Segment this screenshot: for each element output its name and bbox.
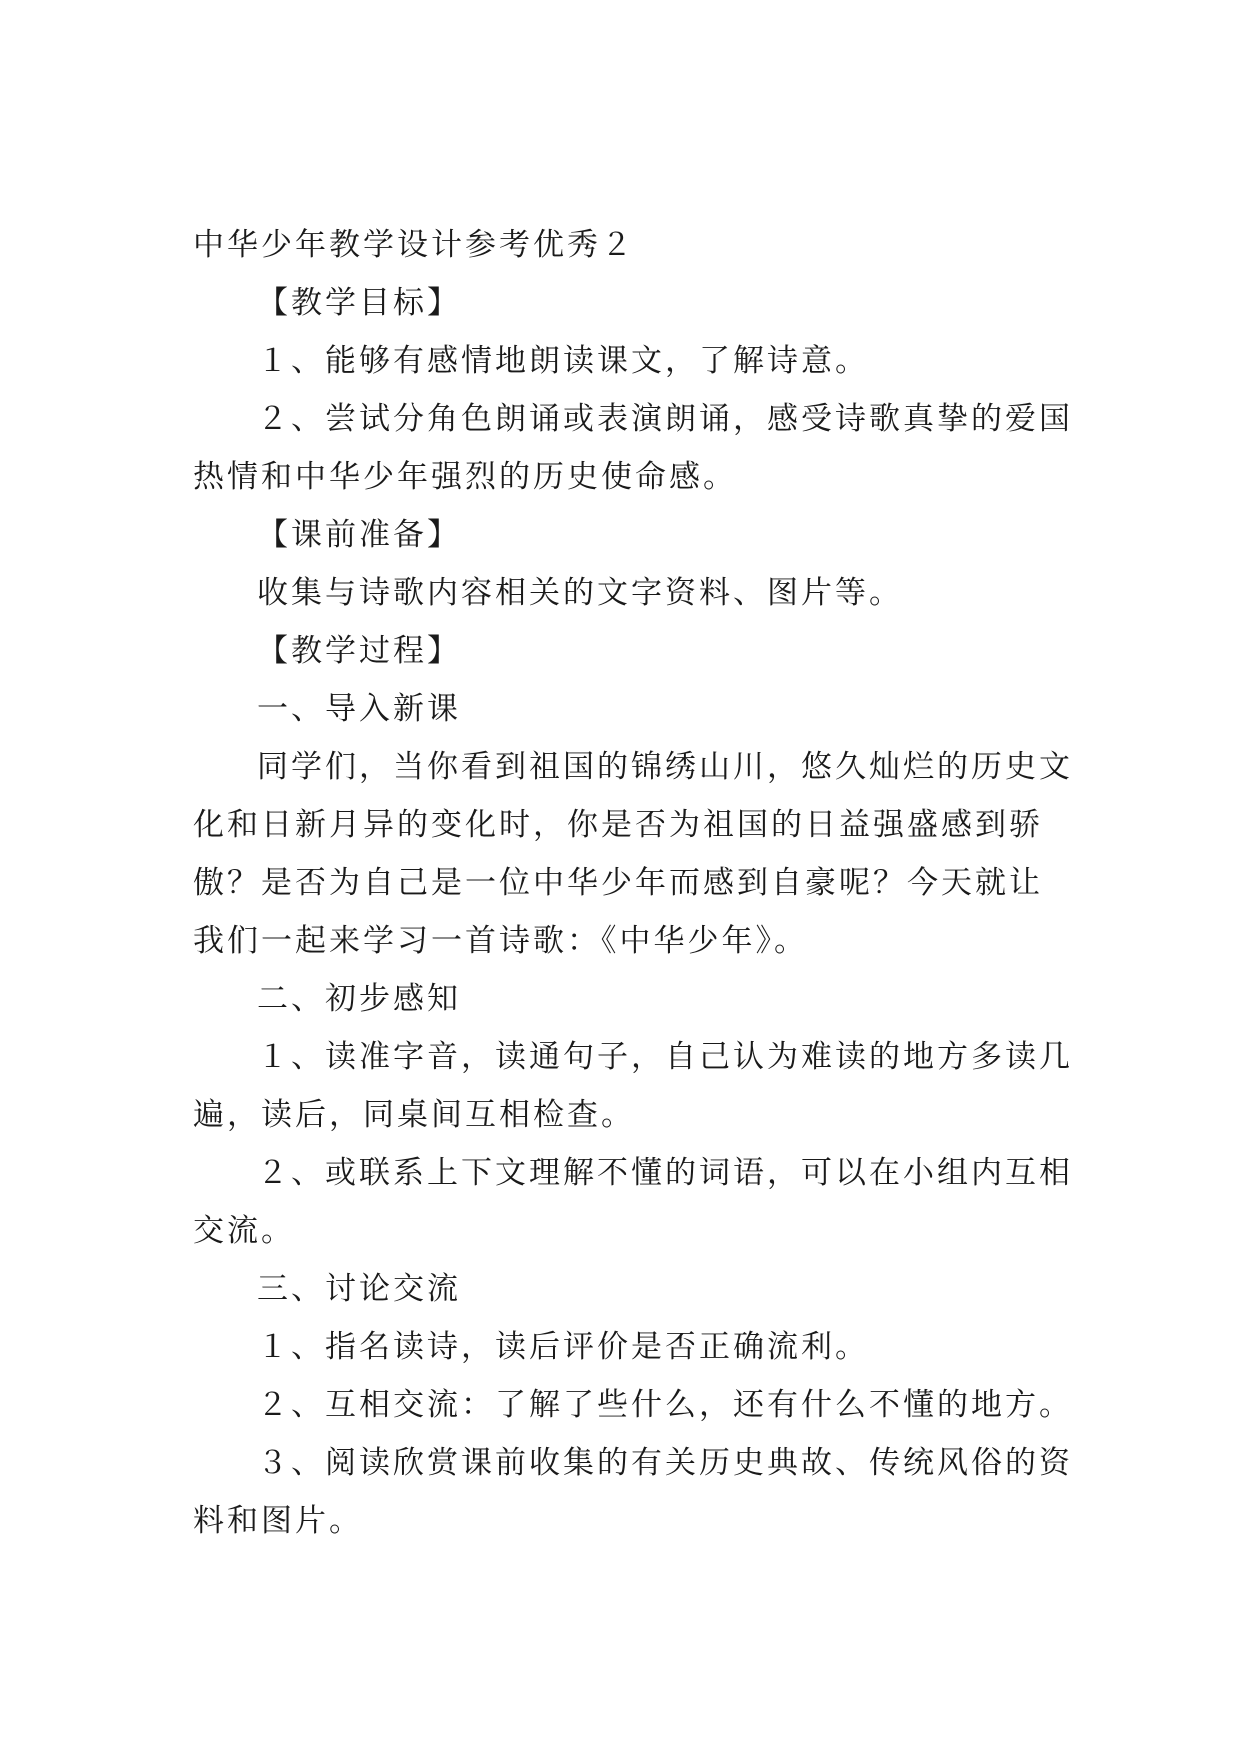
paragraph-line: 收集与诗歌内容相关的文字资料、图片等。 bbox=[257, 575, 903, 611]
subsection-heading: 三、讨论交流 bbox=[257, 1271, 461, 1307]
paragraph-line: １、指名读诗，读后评价是否正确流利。 bbox=[257, 1329, 869, 1365]
document-title: 中华少年教学设计参考优秀２ bbox=[193, 227, 635, 263]
paragraph-line: １、读准字音，读通句子，自己认为难读的地方多读几 bbox=[257, 1039, 1073, 1075]
section-heading-teaching-goals: 【教学目标】 bbox=[257, 285, 461, 321]
paragraph-line: 料和图片。 bbox=[193, 1503, 363, 1539]
paragraph-line: ２、尝试分角色朗诵或表演朗诵，感受诗歌真挚的爱国 bbox=[257, 401, 1073, 437]
subsection-heading: 一、导入新课 bbox=[257, 691, 461, 727]
document-body bbox=[193, 216, 1073, 1550]
paragraph-line: ３、阅读欣赏课前收集的有关历史典故、传统风俗的资 bbox=[257, 1445, 1073, 1481]
paragraph-line: 交流。 bbox=[193, 1213, 295, 1249]
paragraph-line: 同学们，当你看到祖国的锦绣山川，悠久灿烂的历史文 bbox=[257, 749, 1073, 785]
paragraph-line: 遍，读后，同桌间互相检查。 bbox=[193, 1097, 635, 1133]
paragraph-line: ２、互相交流：了解了些什么，还有什么不懂的地方。 bbox=[257, 1387, 1073, 1423]
section-heading-preparation: 【课前准备】 bbox=[257, 517, 461, 553]
paragraph-line: 傲？是否为自己是一位中华少年而感到自豪呢？今天就让 bbox=[193, 865, 1043, 901]
subsection-heading: 二、初步感知 bbox=[257, 981, 461, 1017]
paragraph-line: ２、或联系上下文理解不懂的词语，可以在小组内互相 bbox=[257, 1155, 1073, 1191]
paragraph-line: 化和日新月异的变化时，你是否为祖国的日益强盛感到骄 bbox=[193, 807, 1043, 843]
section-heading-teaching-process: 【教学过程】 bbox=[257, 633, 461, 669]
paragraph-line: 我们一起来学习一首诗歌：《中华少年》。 bbox=[193, 923, 808, 959]
paragraph-line: １、能够有感情地朗读课文，了解诗意。 bbox=[257, 343, 869, 379]
paragraph-line: 热情和中华少年强烈的历史使命感。 bbox=[193, 459, 737, 495]
